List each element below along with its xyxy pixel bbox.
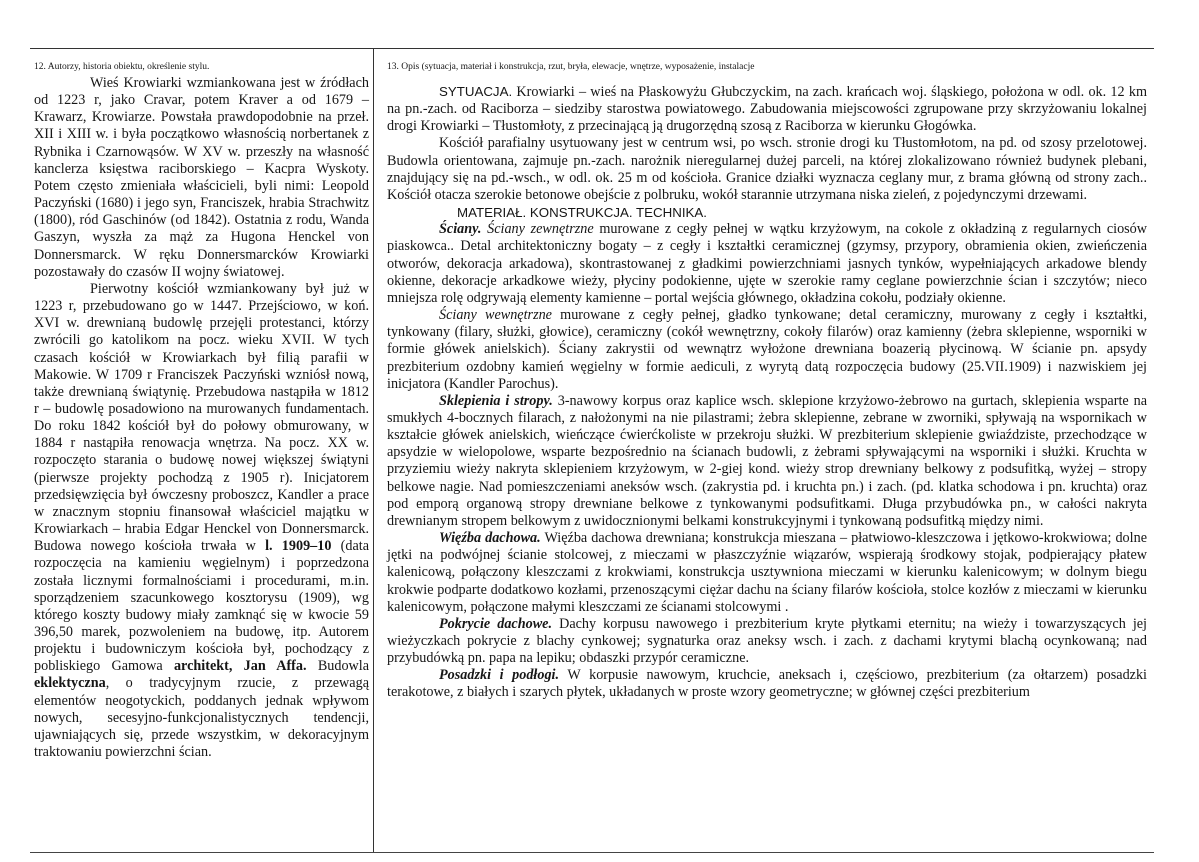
roof-truss-paragraph: Więźba dachowa. Więźba dachowa drewniana; konstrukcja mieszana – płatwiowo-kleszczowa i jętkowo-krokwiowa; dolne jętki na podwójnej ścianie stolcowej, z mieczami w płaszczyźnie wiązarów, wspierają środkowy stojak, podpierający płatew kalenicową, połączony kleszczami z krokwiami, konstrukcja usztywniona mieczami w kierunku kalenicowym; w dolnym biegu krokwie podparte dodatkowo kozłami, przenoszącymi ciężar dachu na ściany filarów kościoła, stolce kozłów z mieczami w kierunku kalenicowym, połączone małymi kleszczami ze ścianami stolcowymi .	[387, 530, 1147, 615]
situation-paragraph: SYTUACJA. Krowiarki – wieś na Płaskowyżu Głubczyckim, na zach. krańcach woj. śląskiego, położona w odl. ok. 12 km na pn.-zach. od Raciborza – siedziby starostwa powiatowego. Zabudowania miejscowości zgrupowane przy skrzyżowaniu lokalnej drogi Krowiarki – Tłustomłoty, z przecinającą ją drugorzędną szosą z Raciborza w kierunku Głogówka.	[387, 84, 1147, 135]
history-paragraph-2: Pierwotny kościół wzmiankowany był już w 1223 r, przebudowano go w 1447. Przejściowo, w koń. XVI w. drewnianą budowlę przejęli protestanci, którzy zwrócili go katolikom na pocz. wieku XVII. W tych czasach kościół w Krowiarkach był filią parafii w Makowie. W 1709 r Franciszek Paczyński wzniósł nową, także drewnianą świątynię. Przebudowa nastąpiła w 1812 r – budowlę posadowiono na murowanych fundamentach. Do roku 1842 kościół był do połowy obmurowany, w 1884 r nastąpiła renowacja wnętrza. Na pocz. XX w. rozpoczęto starania o budowę nowej większej świątyni (pierwsze projekty pochodzą z 1905 r). Inicjatorem przedsięwzięcia był ówczesny proboszcz, Kandler a prace w znacznym stopniu finansował właściciel majątku w Krowiarkach – hrabia Edgar Henckel von Donnersmarck. Budowa nowego kościoła trwała w l. 1909–10 (data rozpoczęcia na kamieniu węgielnym) i poprzedzona została licznymi formalnościami i procedurami, m.in. sporządzeniem szacunkowego kosztorysu (1909), wg którego koszty budowy miały zamknąć się w kwocie 59 396,50 marek, pozwoleniem na budowę, itp. Autorem projektu i budowniczym kościoła był, pochodzący z pobliskiego Gamowa architekt, Jan Affa. Budowla eklektyczna, o tradycyjnym rzucie, z przewagą elementów neogotyckich, poddanych jednak wpływom nowych, secesyjno-funkcjonalistycznych tendencji, ujawniających się, przede wszystkim, w dekoracyjnym traktowaniu powierzchni ścian.	[34, 280, 370, 761]
walls-paragraph: Ściany. Ściany zewnętrzne murowane z cegły pełnej w wątku krzyżowym, na cokole z okładziną z regularnych ciosów piaskowca.. Detal architektoniczny bogaty – z cegły i kształtki ceramicznej (gzymsy, przypory, obramienia okien, zwieńczenia otworów, dekoracja arkadowa), skontrastowanej z gładkimi powierzchniami jasnych tynków, wypełniających arkadowe blendy okienne, dekoracje arkadkowe wieży, płyciny podokienne, ujęte w szerokie ramy ceglane powierzchnie ścian i szczytów; nieco mniejsza rolę odgrywają elementy kamienne – portal wejścia głównego, okładzina cokołu, podziały okienne.	[387, 221, 1148, 306]
bottom-rule	[30, 852, 1154, 853]
situation-label: SYTUACJA.	[439, 84, 513, 99]
right-heading: 13. Opis (sytuacja, materiał i konstrukcja, rzut, bryła, elewacje, wnętrze, wyposażenie, instalacje	[387, 62, 755, 72]
right-column	[387, 61, 1147, 702]
church-paragraph: Kościół parafialny usytuowany jest w centrum wsi, po wsch. stronie drogi ku Tłustomłotom, na pd. od szosy przelotowej. Budowla orientowana, zajmuje pn.-zach. narożnik nieregularnej dużej parceli, na której zlokalizowano również budynek plebani, znajdujący się na pd.-wsch., w odl. ok. 25 m od kościoła. Granice działki wyznacza ceglany mur, z brama główną od strony zach.. Kościół otacza szerokie betonowe obejście z polbruku, wokół starannie utrzymana niska zieleń, z pojedynczymi drzewami.	[387, 135, 1147, 203]
section-heading: MATERIAŁ. KONSTRUKCJA. TECHNIKA.	[457, 205, 707, 221]
roofing-label: Pokrycie dachowe.	[439, 615, 553, 632]
roofing-paragraph: Pokrycie dachowe. Dachy korpusu nawowego i prezbiterium kryte płytkami eternitu; na wieży i towarzyszących jej wieżyczkach pokrycie z blachy cynkowej; sygnaturka oraz aneksy wsch. i zach. z dachami krytymi blachą ocynkowaną; nad przybudówką pn. papa na lepiku; obdaszki przypór ceramiczne.	[387, 615, 1148, 667]
column-divider	[373, 48, 374, 852]
walls-label: Ściany.	[439, 221, 482, 238]
floors-paragraph: Posadzki i podłogi. W korpusie nawowym, kruchcie, aneksach i, częściowo, prezbiterium (za ołtarzem) posadzki terakotowe, z białych i szarych płytek, układanych w proste wzory geometryczne; w głównej części prezbiterium	[387, 667, 1147, 701]
years-bold: l. 1909–10	[265, 538, 332, 555]
style-bold: eklektyczna	[34, 675, 106, 692]
vaults-label: Sklepienia i stropy.	[439, 392, 553, 409]
architect-bold: architekt, Jan Affa.	[173, 658, 307, 675]
left-heading: 12. Autorzy, historia obiektu, określenie stylu.	[34, 62, 210, 72]
outer-walls-label: Ściany zewnętrzne	[487, 221, 594, 238]
vaults-paragraph: Sklepienia i stropy. 3-nawowy korpus oraz kaplice wsch. sklepione krzyżowo-żebrowo na gurtach, sklepienia wsparte na smukłych 4-bocznych filarach, z nałożonymi na nie pilastrami; żebra sklepienne, zebrane w zworniki, spływają na wspornikach w kształcie główek anielskich, wieńczące ćwierćkoliste w przekroju służki. W prezbiterium sklepienie gwiaździste, przechodzące w apsydzie w wielopolowe, wsparte bezpośrednio na ścianach budowli, z żebrami spływającymi na wsporniki i służki. Kruchta w przyziemiu wieży nakryta sklepieniem krzyżowym, w 2-giej kond. wieży strop drewniany belkowy z podsufitką, wyżej – stropy belkowe nagie. Nad pomieszczeniami aneksów wsch. (zakrystia pd. i kruchta pn.) i zach. (pd. klatka schodowa i pn. kruchta) oraz pod emporą organową stropy drewniane belkowe z tynkowanymi podsufitkami. Długa przybudówka pn., w całości nakryta drewnianym stropem belkowym z uwidocznionymi belkami konstrukcyjnymi i tynkowaną podsufitką między nimi.	[387, 392, 1148, 529]
top-rule	[30, 48, 1154, 49]
inner-walls-label: Ściany wewnętrzne	[439, 307, 552, 324]
left-column	[34, 61, 369, 761]
roof-truss-label: Więźba dachowa.	[439, 530, 541, 547]
floors-label: Posadzki i podłogi.	[439, 667, 560, 684]
inner-walls-paragraph: Ściany wewnętrzne murowane z cegły pełnej, gładko tynkowane; detal ceramiczny, murowany z cegły i kształtki, tynkowany (filary, służki, głowice), ceramiczny (cokół wewnętrzny, cokoły filarów) oraz kamienny (żebra sklepienne, wsporniki w formie główek anielskich). Ściany zakrystii od wewnątrz wyłożone drewniana boazerią płycinową. W ścianie pn. apsydy prezbiterium ozdobny kamień węgielny w formie aediculi, z wyrytą datą rozpoczęcia budowy (25.VII.1909) i nazwiskiem jej inicjatora (Kandler Parochus).	[387, 307, 1148, 392]
history-paragraph-1: Wieś Krowiarki wzmiankowana jest w źródłach od 1223 r, jako Cravar, potem Kraver a od 1679 – Krawarz, Krowiarze. Powstała prawdopodobnie na przeł. XII i XIII w. i była początkowo własnością norbertanek z Rybnika i Czarnowąsów. W XV w. przeszły na własność kanclerza księstwa raciborskiego – Kacpra Wyskoty. Potem często zmieniała właścicieli, byli nimi: Leopold Paczyński (1680) i jego syn, Franciszek, hrabia Strachwitz (1800), ród Gaschinów (od 1842). Ostatnia z rodu, Wanda Gaszyn, wyszła za mąż za Hugona Henckel von Donnersmarck. W ręku Donnersmarcków Krowiarki pozostawały do czasów II wojny światowej.	[34, 75, 369, 280]
